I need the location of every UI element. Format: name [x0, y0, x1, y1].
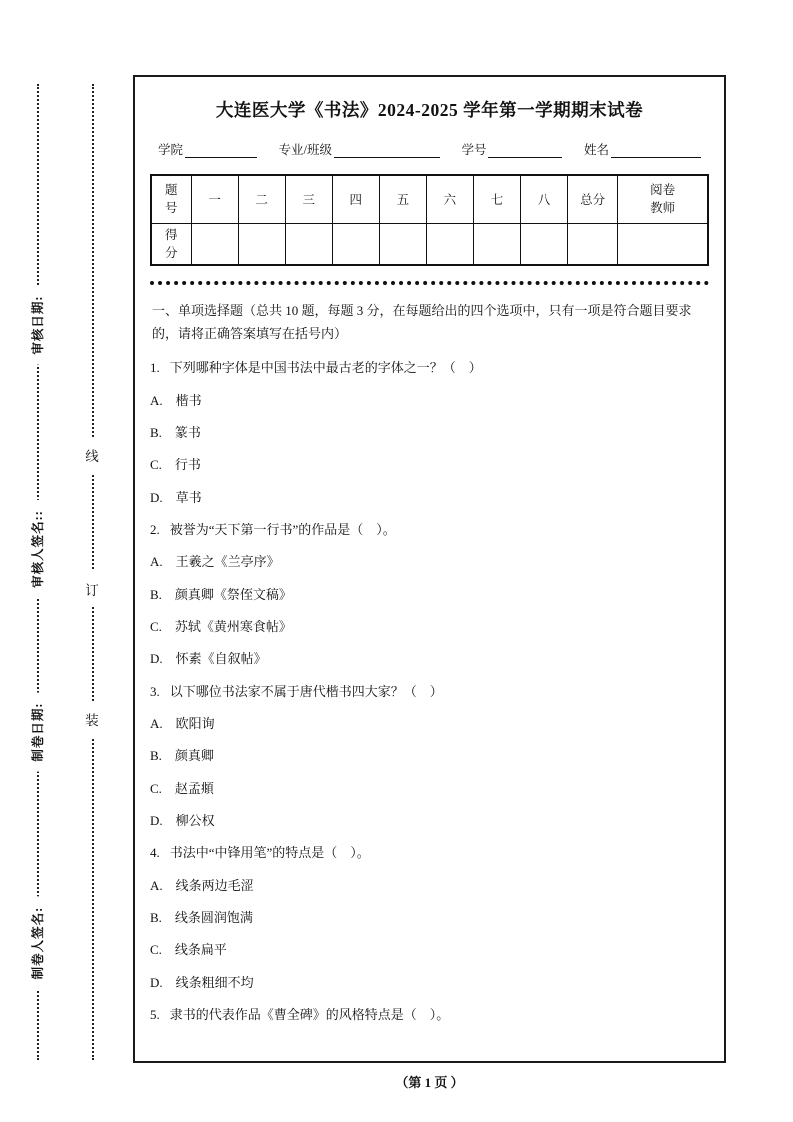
score-col-2: 二 [238, 175, 285, 223]
question-3-option-d: D. 柳公权 [150, 813, 215, 829]
student-info-row [158, 140, 701, 158]
field-student-id-label: 学号 [461, 143, 487, 157]
question-4 [150, 844, 709, 863]
field-college [158, 140, 257, 158]
question-1-option-a: A. 楷书 [150, 392, 202, 408]
score-cell-1 [191, 223, 238, 265]
field-student-id [461, 140, 562, 158]
question-2-option-c: C. 苏轼《黄州寒食帖》 [150, 619, 292, 634]
question-4-option-d: D. 线条粗细不均 [150, 974, 254, 990]
margin-label-review-date: 审核日期: [26, 285, 48, 364]
margin-label-papermaker-signature: 制卷人签名: [26, 897, 48, 990]
question-5-number: 5. [150, 1007, 160, 1023]
field-major-class-label: 专业/班级 [278, 143, 332, 157]
score-table-qnum-label-cell [151, 175, 191, 223]
score-cell-7 [473, 223, 520, 265]
question-2-option-d: D. 怀素《自叙帖》 [150, 651, 267, 667]
question-5 [150, 1006, 709, 1025]
exam-title: 大连医大学《书法》2024-2025 学年第一学期期末试卷 [215, 100, 644, 120]
score-col-3: 三 [285, 175, 332, 223]
score-cell-grader [618, 223, 708, 265]
question-3-option-b: B. 颜真卿 [150, 748, 214, 764]
field-major-class-blank [334, 143, 440, 158]
score-table-qnum-label: 题号 [165, 183, 178, 216]
score-col-5: 五 [379, 175, 426, 223]
score-table-header-row [151, 175, 708, 223]
score-col-4: 四 [332, 175, 379, 223]
score-cell-5 [379, 223, 426, 265]
score-cell-3 [285, 223, 332, 265]
field-college-label: 学院 [158, 143, 184, 157]
score-cell-total [568, 223, 618, 265]
score-col-grader [618, 175, 708, 223]
question-3-option-c: C. 赵孟頫 [150, 780, 214, 796]
margin-label-papermaking-date: 制卷日期: [26, 692, 48, 771]
field-college-blank [185, 143, 257, 158]
question-1-option-c: C. 行书 [150, 457, 201, 473]
question-4-option-c: C. 线条扁平 [150, 942, 227, 958]
question-1-option-d: D. 草书 [150, 489, 202, 505]
score-cell-2 [238, 223, 285, 265]
field-major-class [279, 140, 440, 158]
field-name-blank [611, 143, 701, 158]
question-3 [150, 683, 709, 702]
question-1-number: 1. [150, 360, 160, 376]
binding-char-line: 线 [83, 437, 101, 473]
margin-label-reviewer-signature: 审核人签名:: [26, 500, 48, 598]
question-list [150, 359, 709, 1025]
binding-char-staple: 订 [83, 571, 101, 607]
question-2-number: 2. [150, 521, 160, 537]
score-col-total: 总分 [568, 175, 618, 223]
score-table-score-row [151, 223, 708, 265]
question-1-option-b: B. 篆书 [150, 424, 201, 440]
binding-char-bind: 装 [83, 701, 101, 737]
score-cell-8 [521, 223, 568, 265]
question-4-text: 书法中“中锋用笔”的特点是（ ）。 [169, 845, 370, 861]
field-name [584, 140, 701, 158]
question-1-text: 下列哪种字体是中国书法中最古老的字体之一？（ ） [169, 360, 482, 376]
score-col-1: 一 [191, 175, 238, 223]
field-name-label: 姓名 [583, 143, 609, 157]
score-table-score-label-cell [151, 223, 191, 265]
score-col-6: 六 [426, 175, 473, 223]
question-4-option-a: A. 线条两边毛涩 [150, 877, 254, 893]
page-footer: （第 1 页 ） [395, 1075, 464, 1090]
question-3-option-a: A. 欧阳询 [150, 716, 215, 732]
question-3-number: 3. [150, 683, 160, 699]
score-cell-4 [332, 223, 379, 265]
question-1 [150, 359, 709, 378]
score-col-7: 七 [473, 175, 520, 223]
question-4-number: 4. [150, 845, 160, 861]
score-cell-6 [426, 223, 473, 265]
question-2-option-a: A. 王羲之《兰亭序》 [150, 554, 280, 570]
question-2-text: 被誉为“天下第一行书”的作品是（ ）。 [169, 521, 396, 537]
question-2 [150, 521, 709, 540]
dotted-separator [150, 281, 709, 285]
score-table-score-label: 得分 [165, 227, 178, 260]
question-3-text: 以下哪位书法家不属于唐代楷书四大家？（ ） [169, 683, 443, 699]
exam-content-box [133, 75, 726, 1063]
score-col-8: 八 [521, 175, 568, 223]
section-heading: 一、单项选择题（总共 10 题，每题 3 分，在每题给出的四个选项中，只有一项是符合题目要求的，请将正确答案填写在括号内） [152, 302, 692, 341]
score-col-grader-label: 阅卷教师 [650, 182, 676, 216]
question-5-text: 隶书的代表作品《曹全碑》的风格特点是（ ）。 [169, 1007, 450, 1023]
question-4-option-b: B. 线条圆润饱满 [150, 910, 253, 926]
question-2-option-b: B. 颜真卿《祭侄文稿》 [150, 586, 292, 602]
score-table [150, 174, 709, 266]
field-student-id-blank [488, 143, 562, 158]
